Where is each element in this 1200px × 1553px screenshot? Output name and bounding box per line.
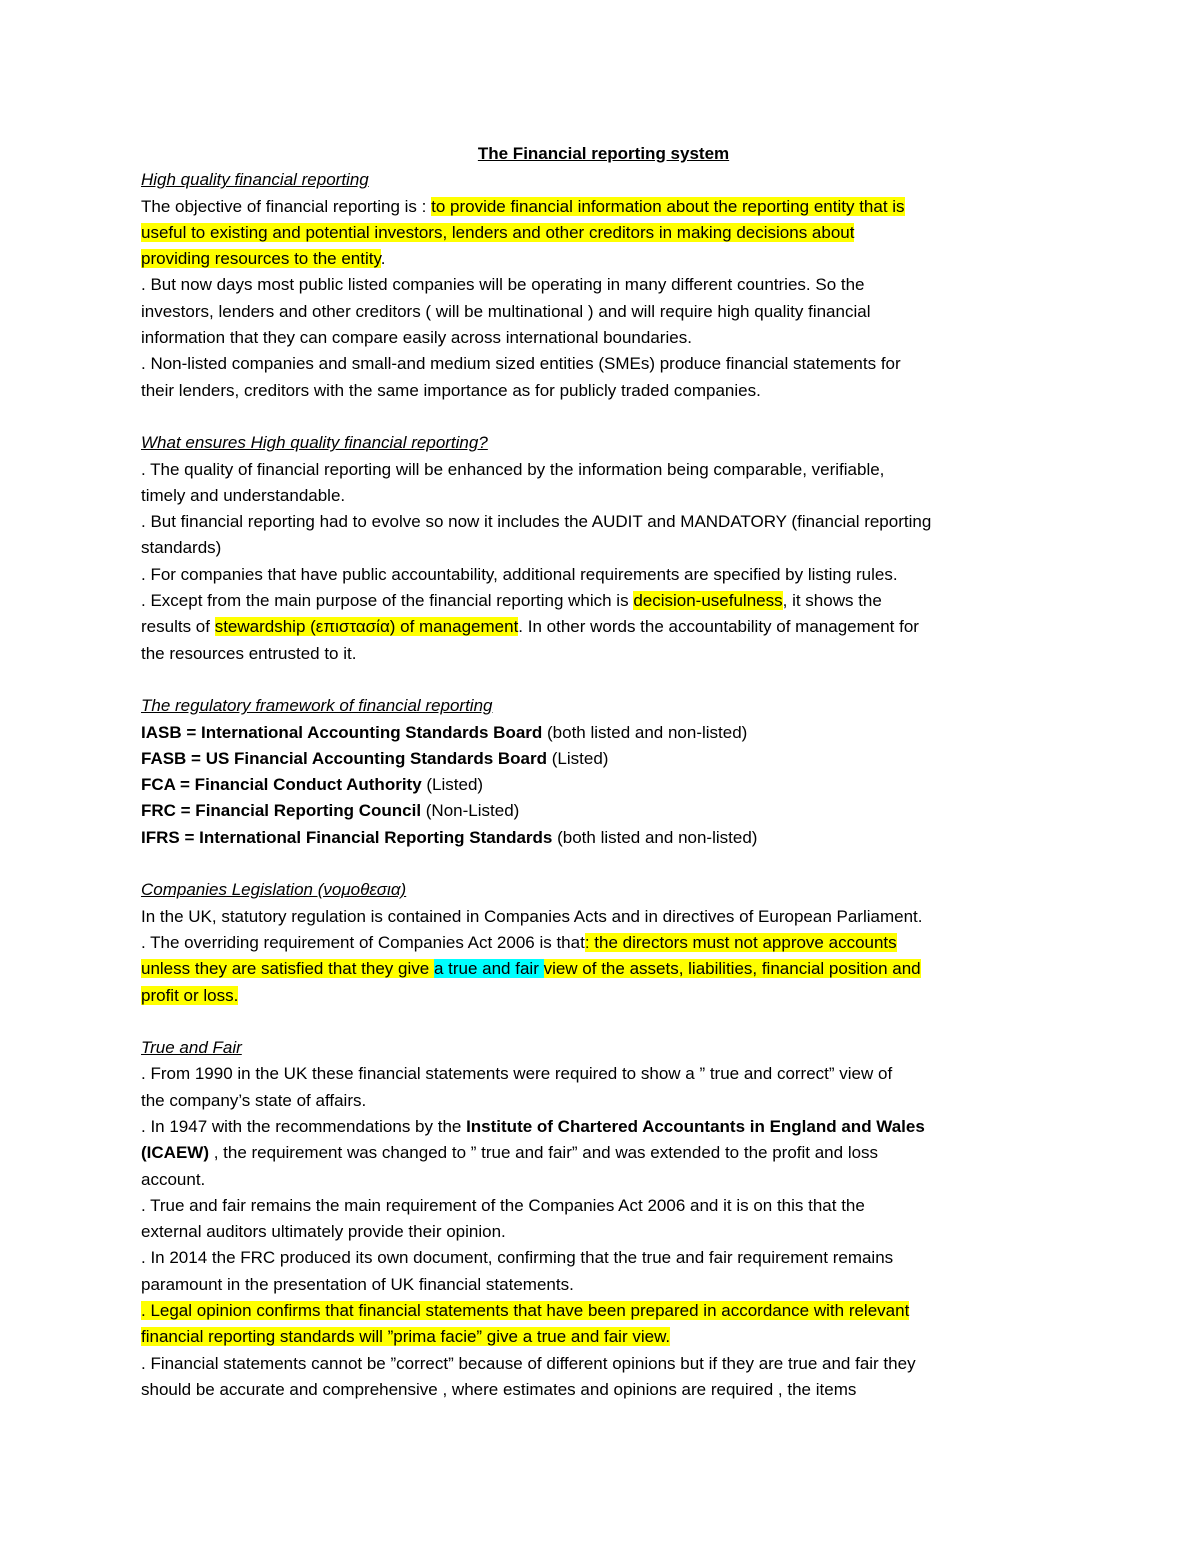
highlighted-text: providing resources to the entity: [141, 249, 381, 269]
bullet-line: . Non-listed companies and small-and medium sized entities (SMEs) produce financial statements for: [141, 354, 901, 374]
bullet-line: the resources entrusted to it.: [141, 643, 357, 663]
list-item: [141, 772, 1066, 798]
list-item: [141, 825, 1066, 851]
term: IASB = International Accounting Standards Board: [141, 722, 543, 742]
bullet-line: the company’s state of affairs.: [141, 1090, 367, 1110]
bullet-line: [141, 1298, 1066, 1324]
list-item: [141, 746, 1066, 772]
spacer: [141, 667, 1066, 693]
highlighted-text: to provide financial information about the reporting entity that is: [431, 196, 905, 216]
text: The objective of financial reporting is :: [141, 196, 432, 216]
term: IFRS = International Financial Reporting Standards: [141, 827, 553, 847]
note: (Listed): [547, 748, 609, 768]
bullet-line: [141, 956, 1066, 982]
text: . The overriding requirement of Companies Act 2006 is that: [141, 932, 585, 952]
highlighted-text: decision-usefulness: [633, 591, 783, 611]
bullet-line: . The quality of financial reporting will be enhanced by the information being comparable, verifiable,: [141, 459, 885, 479]
list-item: [141, 720, 1066, 746]
bullet-line: [141, 1114, 1066, 1140]
highlighted-text: unless they are satisfied that they give: [141, 959, 434, 979]
paragraph-line: In the UK, statutory regulation is contained in Companies Acts and in directives of European Parliament.: [141, 906, 923, 926]
bullet-line: [141, 588, 1066, 614]
list-item: [141, 798, 1066, 824]
bullet-line: their lenders, creditors with the same importance as for publicly traded companies.: [141, 380, 761, 400]
note: (Non-Listed): [421, 801, 520, 821]
note: (both listed and non-listed): [542, 722, 748, 742]
bullet-line: . In 2014 the FRC produced its own document, confirming that the true and fair requirement remains: [141, 1248, 894, 1268]
term: FASB = US Financial Accounting Standards Board: [141, 748, 548, 768]
bullet-line: . For companies that have public accountability, additional requirements are specified by listing rules.: [141, 564, 898, 584]
bullet-line: . But now days most public listed companies will be operating in many different countries. So the: [141, 275, 865, 295]
bullet-line: [141, 930, 1066, 956]
paragraph-line: [141, 246, 1066, 272]
highlighted-text: : the directors must not approve accounts: [584, 932, 897, 952]
highlighted-text: profit or loss.: [141, 985, 239, 1005]
section-heading-what-ensures: What ensures High quality financial reporting?: [141, 433, 488, 453]
bullet-line: . Financial statements cannot be ”correct” because of different opinions but if they are true and fair they: [141, 1353, 916, 1373]
text: results of: [141, 617, 215, 637]
bullet-line: information that they can compare easily across international boundaries.: [141, 328, 692, 348]
paragraph-line: [141, 220, 1066, 246]
highlighted-text: . Legal opinion confirms that financial statements that have been prepared in accordance with relevant: [141, 1301, 910, 1321]
spacer: [141, 404, 1066, 430]
bullet-line: [141, 614, 1066, 640]
note: (Listed): [421, 775, 484, 795]
text: . In 1947 with the recommendations by the: [141, 1116, 467, 1136]
bullet-line: [141, 983, 1066, 1009]
text: , the requirement was changed to ” true and fair” and was extended to the profit and loss: [208, 1143, 879, 1163]
bullet-line: . But financial reporting had to evolve so now it includes the AUDIT and MANDATORY (financial reporting: [141, 512, 932, 532]
section-heading-legislation: Companies Legislation (νομοθεσια): [141, 880, 407, 900]
bullet-line: [141, 1140, 1066, 1166]
bullet-line: standards): [141, 538, 222, 558]
document-title: The Financial reporting system: [477, 144, 730, 163]
bullet-line: . True and fair remains the main requirement of the Companies Act 2006 and it is on this that the: [141, 1195, 865, 1215]
spacer: [141, 851, 1066, 877]
bullet-line: external auditors ultimately provide their opinion.: [141, 1222, 506, 1242]
text: . In other words the accountability of management for: [518, 617, 919, 637]
note: (both listed and non-listed): [552, 827, 758, 847]
highlighted-text: stewardship (επιστασία) of management: [214, 617, 519, 637]
spacer: [141, 1009, 1066, 1035]
bullet-line: . From 1990 in the UK these financial statements were required to show a ” true and correct” view of: [141, 1064, 893, 1084]
text: .: [380, 249, 386, 269]
term: FCA = Financial Conduct Authority: [141, 775, 422, 795]
bullet-line: investors, lenders and other creditors ( will be multinational ) and will require high quality financial: [141, 301, 871, 321]
section-heading-regulatory: The regulatory framework of financial reporting: [141, 696, 493, 716]
bold-text: (ICAEW): [141, 1143, 209, 1163]
bullet-line: should be accurate and comprehensive , where estimates and opinions are required , the items: [141, 1379, 857, 1399]
term: FRC = Financial Reporting Council: [141, 801, 422, 821]
text: , it shows the: [782, 591, 882, 611]
highlighted-text: useful to existing and potential investors, lenders and other creditors in making decisions about: [141, 222, 855, 242]
bullet-line: timely and understandable.: [141, 485, 346, 505]
highlighted-text: financial reporting standards will ”prima facie” give a true and fair view.: [141, 1327, 671, 1347]
bold-text: Institute of Chartered Accountants in England and Wales: [466, 1116, 925, 1136]
text: . Except from the main purpose of the financial reporting which is: [141, 591, 634, 611]
cyan-highlighted-text: a true and fair: [433, 959, 544, 979]
section-heading-true-and-fair: True and Fair: [141, 1038, 242, 1058]
paragraph-line: [141, 194, 1066, 220]
document-page: [141, 141, 1066, 1403]
bullet-line: [141, 1324, 1066, 1350]
highlighted-text: view of the assets, liabilities, financial position and: [543, 959, 921, 979]
bullet-line: account.: [141, 1169, 206, 1189]
section-heading-high-quality: High quality financial reporting: [141, 170, 369, 190]
bullet-line: paramount in the presentation of UK financial statements.: [141, 1274, 574, 1294]
